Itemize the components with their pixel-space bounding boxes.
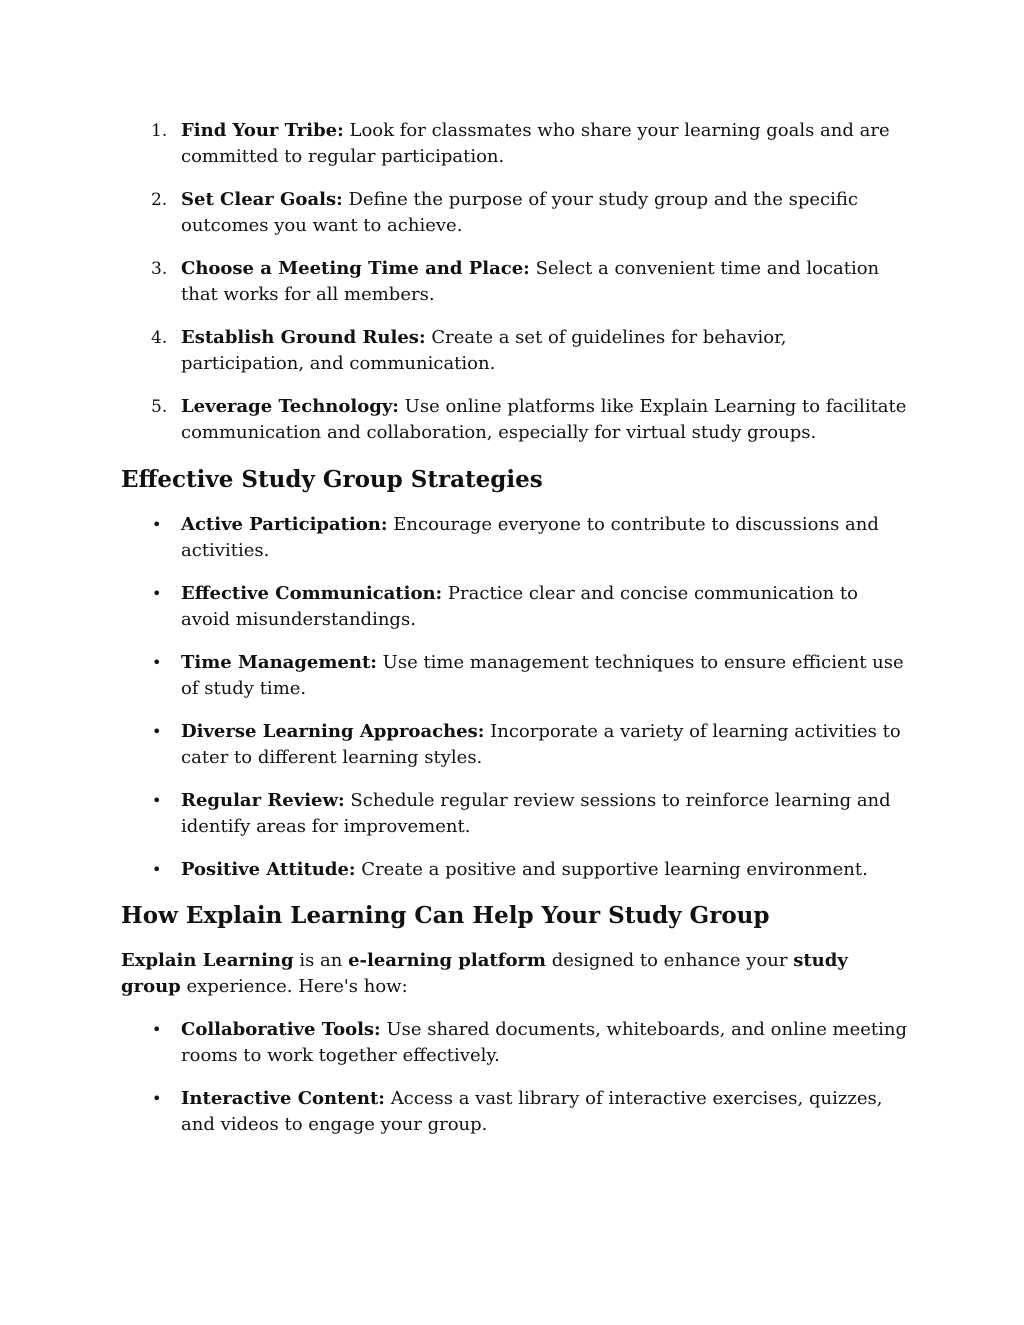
item-text: Look for classmates who share your learning goals and are committed to regular participation. bbox=[181, 120, 890, 167]
item-title: Interactive Content: bbox=[181, 1088, 385, 1109]
item-text: Schedule regular review sessions to reinforce learning and identify areas for improvement. bbox=[181, 790, 891, 837]
bullet-icon: • bbox=[152, 860, 162, 879]
item-title: Choose a Meeting Time and Place: bbox=[181, 258, 530, 279]
item-text: Define the purpose of your study group and the specific outcomes you want to achieve. bbox=[181, 189, 858, 236]
list-item bbox=[121, 581, 911, 633]
item-title: Active Participation: bbox=[181, 514, 388, 535]
help-list bbox=[121, 1017, 911, 1155]
text-run: is an bbox=[293, 950, 349, 971]
section-heading-strategies: Effective Study Group Strategies bbox=[121, 466, 543, 493]
bullet-icon: • bbox=[152, 1089, 162, 1108]
list-number: 1. bbox=[151, 121, 168, 141]
list-item bbox=[121, 1086, 911, 1138]
section-heading-help: How Explain Learning Can Help Your Study Group bbox=[121, 902, 770, 929]
list-item bbox=[121, 788, 911, 840]
bold-phrase: study group bbox=[121, 950, 848, 997]
list-item bbox=[121, 256, 911, 308]
item-text: Access a vast library of interactive exercises, quizzes, and videos to engage your group. bbox=[181, 1088, 883, 1135]
item-title: Diverse Learning Approaches: bbox=[181, 721, 485, 742]
list-item bbox=[121, 1017, 911, 1069]
bullet-icon: • bbox=[152, 584, 162, 603]
list-item bbox=[121, 187, 911, 239]
list-item bbox=[121, 719, 911, 771]
list-item bbox=[121, 325, 911, 377]
item-title: Effective Communication: bbox=[181, 583, 443, 604]
list-item bbox=[121, 394, 911, 446]
list-item bbox=[121, 118, 911, 170]
item-text: Select a convenient time and location that works for all members. bbox=[181, 258, 880, 305]
item-text: Use time management techniques to ensure efficient use of study time. bbox=[181, 652, 904, 699]
list-number: 3. bbox=[151, 259, 168, 279]
item-text: Practice clear and concise communication to avoid misunderstandings. bbox=[181, 583, 858, 630]
item-text: Create a set of guidelines for behavior, participation, and communication. bbox=[181, 327, 787, 374]
item-text: Incorporate a variety of learning activities to cater to different learning styles. bbox=[181, 721, 901, 768]
list-number: 4. bbox=[151, 328, 168, 348]
item-title: Set Clear Goals: bbox=[181, 189, 343, 210]
list-item bbox=[121, 650, 911, 702]
item-title: Regular Review: bbox=[181, 790, 345, 811]
item-title: Time Management: bbox=[181, 652, 377, 673]
text-run: designed to enhance your bbox=[545, 950, 794, 971]
list-item bbox=[121, 512, 911, 564]
strategies-list bbox=[121, 512, 911, 900]
item-text: Create a positive and supportive learning environment. bbox=[361, 859, 868, 880]
list-item bbox=[121, 857, 911, 883]
bullet-icon: • bbox=[152, 791, 162, 810]
bullet-icon: • bbox=[152, 515, 162, 534]
numbered-list bbox=[121, 118, 911, 463]
bullet-icon: • bbox=[152, 722, 162, 741]
item-title: Establish Ground Rules: bbox=[181, 327, 426, 348]
bullet-icon: • bbox=[152, 1020, 162, 1039]
item-title: Find Your Tribe: bbox=[181, 120, 344, 141]
bold-phrase: Explain Learning bbox=[121, 950, 294, 971]
bold-phrase: e-learning platform bbox=[348, 950, 546, 971]
list-number: 5. bbox=[151, 397, 168, 417]
bullet-icon: • bbox=[152, 653, 162, 672]
item-title: Positive Attitude: bbox=[181, 859, 356, 880]
item-text: Use shared documents, whiteboards, and online meeting rooms to work together effectively. bbox=[181, 1019, 908, 1066]
text-run: experience. Here's how: bbox=[180, 976, 408, 997]
list-number: 2. bbox=[151, 190, 168, 210]
item-title: Collaborative Tools: bbox=[181, 1019, 381, 1040]
item-title: Leverage Technology: bbox=[181, 396, 399, 417]
intro-paragraph bbox=[121, 948, 861, 1000]
item-text: Encourage everyone to contribute to discussions and activities. bbox=[181, 514, 879, 561]
item-text: Use online platforms like Explain Learning to facilitate communication and collaboration, especially for virtual study groups. bbox=[181, 396, 907, 443]
